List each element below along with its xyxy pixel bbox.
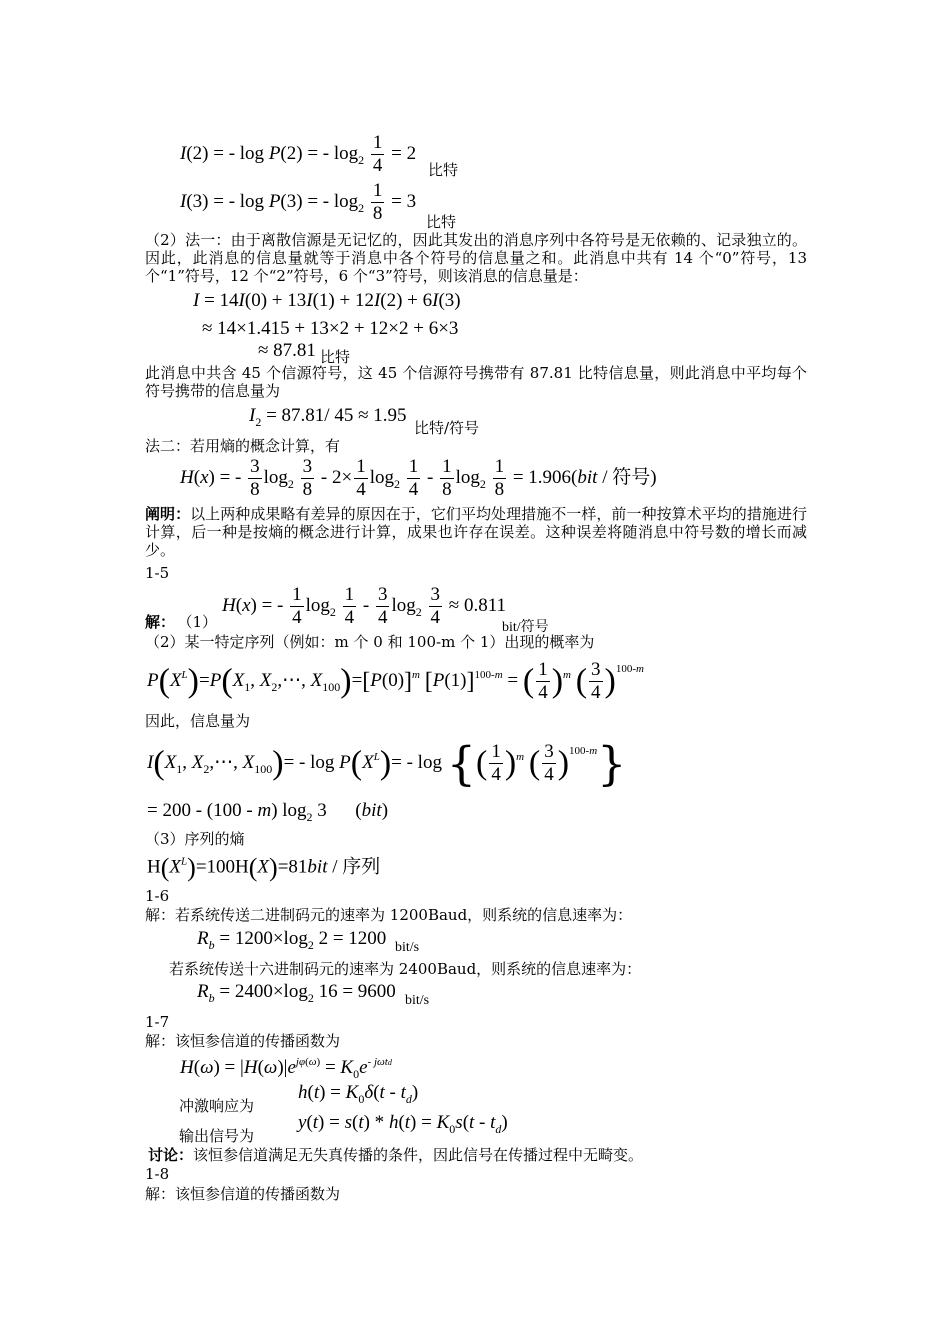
equation-sequence-information-result: = 200 - (100 - m) $\log_2 3$ (bit) [147, 800, 389, 824]
text-1-8-transfer: 解：该恒参信道的传播函数为 [145, 1185, 341, 1203]
unit-bit-total: 比特 [320, 348, 351, 366]
unit-bit-per-symbol-1-5: bit/符号 [502, 620, 549, 635]
part-2-text: （2）某一特定序列（例如：m 个 0 和 100-m 个 1）出现的概率为 [145, 633, 595, 651]
section-label-1-7: 1-7 [145, 1013, 170, 1031]
equation-output-signal: $y(t) = s(t) * h(t) = K_0s(t - t_d)$ [298, 1112, 508, 1136]
equation-average: $I_2 = 87.81/$ 45 ≈ 1.95 [249, 405, 407, 429]
equation-total-line1: I = 14I(0) + 13I(1) + 12I(2) + 6I(3) [193, 290, 461, 311]
discussion-text: 该恒参信道满足无失真传播的条件，因此信号在传播过程中无畸变。 [193, 1146, 644, 1164]
equation-rate-binary: $R_b = 1200\times\log_2$ 2 = 1200 [197, 928, 387, 952]
unit-bps-binary: bit/s [395, 940, 420, 955]
equation-i3: I(3) = - log P(3) = - $\log_2$ $\frac{1}{8}$ = 3 [180, 180, 417, 224]
paragraph-explanation [145, 505, 807, 559]
equation-impulse-response: $h(t) = K_0\delta(t - t_d)$ [298, 1082, 419, 1106]
part-3-text: （3）序列的熵 [145, 830, 245, 848]
unit-bps-hex: bit/s [405, 993, 430, 1008]
unit-bit-i3: 比特 [426, 213, 457, 231]
paragraph-method-one: （2）法一：由于离散信源是无记忆的，因此其发出的消息序列中各符号是无依赖的、记录独立的。因此，此消息的信息量就等于消息中各个符号的信息量之和。此消息中共有 14 个“0”符号，13 个“1”符号，12 个“2”符号，6 个“3”符号，则该消息的信息量是： [145, 231, 807, 285]
discussion-1-7 [148, 1146, 643, 1164]
discussion-label: 讨论： [148, 1146, 194, 1164]
paragraph-average: 此消息中共含 45 个信源符号，这 45 个信源符号携带有 87.81 比特信息量，则此消息中平均每个符号携带的信息量为 [145, 364, 807, 400]
equation-total-line3: ≈ 87.81 [258, 340, 316, 361]
text-1-7-transfer: 解：该恒参信道的传播函数为 [145, 1032, 341, 1050]
unit-bit-i2: 比特 [428, 161, 459, 179]
solution-1-5 [145, 613, 217, 631]
text-1-6-binary: 解：若系统传送二进制码元的速率为 1200Baud，则系统的信息速率为： [145, 906, 633, 924]
text-1-6-hex: 若系统传送十六进制码元的速率为 2400Baud，则系统的信息速率为： [169, 960, 642, 978]
text-impulse-response: 冲激响应为 [179, 1097, 255, 1115]
equation-1-5-entropy: H(x) = - $\frac{1}{4}$ $\log_2$ $\frac{1}{4}$ - $\frac{3}{4}$ $\log_2$ $\frac{3}{4}$ ≈ 0.811 [222, 584, 506, 628]
equation-transfer-function: $H(\omega) = |H(\omega)|e^{j\varphi(\omega)} = K_0e^{- j\omega td}$ [180, 1056, 392, 1081]
part-1-label: （1） [185, 613, 218, 631]
section-label-1-8: 1-8 [145, 1165, 170, 1183]
equation-sequence-probability: $P(X^L)=P(X_1$, $X_2,\cdots$, $X_{100})=[P(0)]^m$ $[P(1)]^{100-m}$ = ( $\frac{1}{4}$ )$^m$ ( $\frac{3}{4}$ )$^{100-m}$ [147, 659, 644, 704]
equation-i2: I(2) = - log P(2) = - $\log_2$ $\frac{1}{4}$ = 2 [180, 132, 417, 176]
section-label-1-6: 1-6 [145, 887, 170, 905]
equation-rate-hex: $R_b = 2400\times\log_2$ 16 = 9600 [197, 981, 396, 1005]
unit-bit-per-symbol: 比特/符号 [414, 419, 480, 437]
equation-sequence-information: $I(X_1$, $X_2,\cdots$, $X_{100})= - \log P(X^L)= - \log$ {( $\frac{1}{4}$ )$^m$ ( $\frac{3}{4}$ )$^{100-m}$} [147, 736, 627, 791]
info-quantity-text: 因此，信息量为 [145, 712, 251, 730]
text-output-signal: 输出信号为 [179, 1127, 255, 1145]
equation-sequence-entropy: $H(X^L)=100H(X)=81bit$ / 序列 [147, 853, 381, 882]
explanation-label: 阐明： [145, 505, 191, 523]
section-label-1-5: 1-5 [145, 564, 170, 582]
equation-total-line2: ≈ 14×1.415 + 13×2 + 12×2 + 6×3 [202, 318, 459, 339]
explanation-text: 以上两种成果略有差异的原因在于，它们平均处理措施不一样，前一种按算术平均的措施进行计算，后一种是按熵的概念进行计算，成果也许存在误差。这种误差将随消息中符号数的增长而减少。 [145, 505, 807, 559]
equation-entropy: H(x) = - $\frac{3}{8}$ $\log_2$ $\frac{3}{8}$ - 2× $\frac{1}{4}$ $\log_2$ $\frac{1}{4}$ - $\frac{1}{8}$ $\log_2$ $\frac{1}{8}$ = 1.906(bit / 符号) [180, 456, 657, 500]
paragraph-method-two: 法二：若用熵的概念计算，有 [145, 437, 341, 455]
solution-label: 解： [145, 613, 176, 631]
